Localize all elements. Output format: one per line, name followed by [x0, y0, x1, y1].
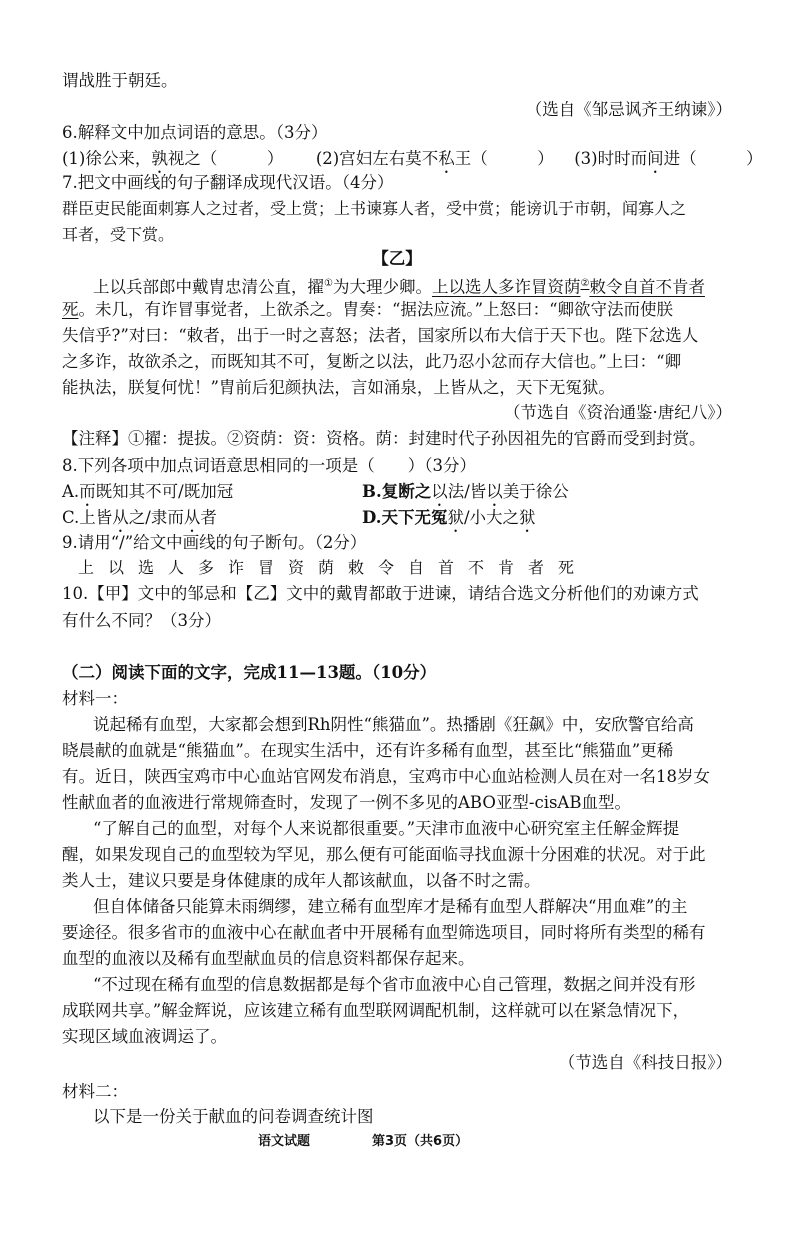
- q8-option-c: C.上皆从之/隶而从者: [62, 508, 217, 527]
- question-9-stem: 9.请用“/”给文中画线的句子断句。（2分）: [62, 533, 367, 552]
- q6-item-3: (3)时时而间进（ ）: [574, 149, 763, 168]
- q8-option-a: A.而既知其不可/既加冠: [62, 482, 234, 501]
- material-1-line-8: 但自体储备只能算未雨绸缪，建立稀有血型库才是稀有血型人群解决“用血难”的主: [93, 897, 688, 916]
- material-1-line-6: 醒，如果发现自己的血型较为罕见，那么便有可能面临寻找血源十分困难的状况。对于此: [62, 845, 706, 864]
- annotation-note: 【注释】①擢：提拔。②资荫：资：资格。荫：封建时代子孙因祖先的官爵而受到封赏。: [62, 429, 706, 448]
- passage-yi-line-1: 上以兵部郎中戴胄忠清公直，擢①为大理少卿。上以选人多诈冒资荫②敕令自首不肯者: [93, 277, 705, 297]
- q6-item-1: (1)徐公来，孰视之（ ）: [62, 149, 284, 168]
- q8-option-b: B.复断之以法/皆以美于徐公: [362, 482, 569, 501]
- material-1-line-2: 晓晨献的血就是“熊猫血”。在现实生活中，还有许多稀有血型，甚至比“熊猫血”更稀: [62, 741, 674, 760]
- material-1-line-9: 要途径。很多省市的血液中心在献血者中开展稀有血型筛选项目，同时将所有类型的稀有: [62, 923, 706, 942]
- question-8-stem: 8.下列各项中加点词语意思相同的一项是（ ）（3分）: [62, 456, 476, 475]
- source-citation-jia: （选自《邹忌讽齐王纳谏》）: [525, 100, 732, 119]
- material-1-label: 材料一：: [62, 689, 128, 708]
- passage-end-line: 谓战胜于朝廷。: [62, 71, 178, 90]
- material-1-line-12: 成联网共享。”解金辉说，应该建立稀有血型联网调配机制，这样就可以在紧急情况下，: [62, 1001, 690, 1020]
- question-10-line-1: 10.【甲】文中的邹忌和【乙】文中的戴胄都敢于进谏，请结合选文分析他们的劝谏方式: [62, 584, 699, 603]
- question-7-stem: 7.把文中画线的句子翻译成现代汉语。（4分）: [62, 173, 394, 192]
- question-7-sentence-line-2: 耳者，受下赏。: [62, 225, 175, 244]
- passage-yi-line-4: 之多诈，故欲杀之，而既知其不可，复断之以法，此乃忍小忿而存大信也。”上曰：“卿: [62, 352, 682, 371]
- material-1-line-5: “了解自己的血型，对每个人来说都很重要。”天津市血液中心研究室主任解金辉提: [93, 819, 680, 838]
- material-2-label: 材料二：: [62, 1082, 128, 1101]
- material-1-line-4: 性献血者的血液进行常规筛查时，发现了一例不多见的ABO亚型-cisAB血型。: [62, 793, 631, 812]
- passage-yi-line-3: 失信乎?”对曰：“敕者，出于一时之喜怒；法者，国家所以布大信于天下也。陛下忿选人: [62, 326, 699, 345]
- material-1-line-13: 实现区域血液调运了。: [62, 1027, 227, 1046]
- underlined-sentence: 上以选人多诈冒资荫: [431, 277, 581, 297]
- source-citation-yi: （节选自《资治通鉴·唐纪八》）: [504, 403, 732, 422]
- footer-subject: 语文试题: [258, 1134, 311, 1149]
- passage-yi-line-5: 能执法，朕复何忧！”胄前后犯颜执法，言如涌泉，上皆从之，天下无冤狱。: [62, 378, 615, 397]
- question-6-stem: 6.解释文中加点词语的意思。（3分）: [62, 123, 328, 142]
- passage-yi-heading: 【乙】: [372, 249, 422, 268]
- material-1-line-3: 有。近日，陕西宝鸡市中心血站官网发布消息，宝鸡市中心血站检测人员在对一名18岁女: [62, 767, 710, 786]
- source-citation-material-1: （节选自《科技日报》）: [558, 1053, 732, 1072]
- q6-item-2: (2)宫妇左右莫不私王（ ）: [315, 149, 554, 168]
- question-9-sentence: 上以选人多诈冒资荫敕令自首不肯者死: [78, 558, 589, 577]
- material-1-line-1: 说起稀有血型，大家都会想到Rh阴性“熊猫血”。热播剧《狂飙》中，安欣警官给高: [93, 715, 694, 734]
- q8-option-d: D.天下无冤狱/小大之狱: [362, 508, 536, 527]
- passage-yi-line-2: 死。未几，有诈冒事觉者，上欲杀之。胄奏：“据法应流。”上怒曰：“卿欲守法而使朕: [62, 300, 674, 319]
- question-7-sentence-line-1: 群臣吏民能面刺寡人之过者，受上赏；上书谏寡人者，受中赏；能谤讥于市朝，闻寡人之: [62, 199, 687, 218]
- footer-page-number: 第3页（共6页）: [372, 1134, 469, 1149]
- section-2-heading: （二）阅读下面的文字，完成11—13题。（10分）: [62, 663, 437, 682]
- material-1-line-10: 血型的血液以及稀有血型献血员的信息资料都保存起来。: [62, 949, 475, 968]
- material-1-line-7: 类人士，建议只要是身体健康的成年人都该献血，以备不时之需。: [62, 871, 541, 890]
- material-1-line-11: “不过现在稀有血型的信息数据都是每个省市血液中心自己管理，数据之间并没有形: [93, 975, 696, 994]
- material-2-intro: 以下是一份关于献血的问卷调查统计图: [93, 1107, 374, 1126]
- question-10-line-2: 有什么不同？（3分）: [62, 611, 221, 630]
